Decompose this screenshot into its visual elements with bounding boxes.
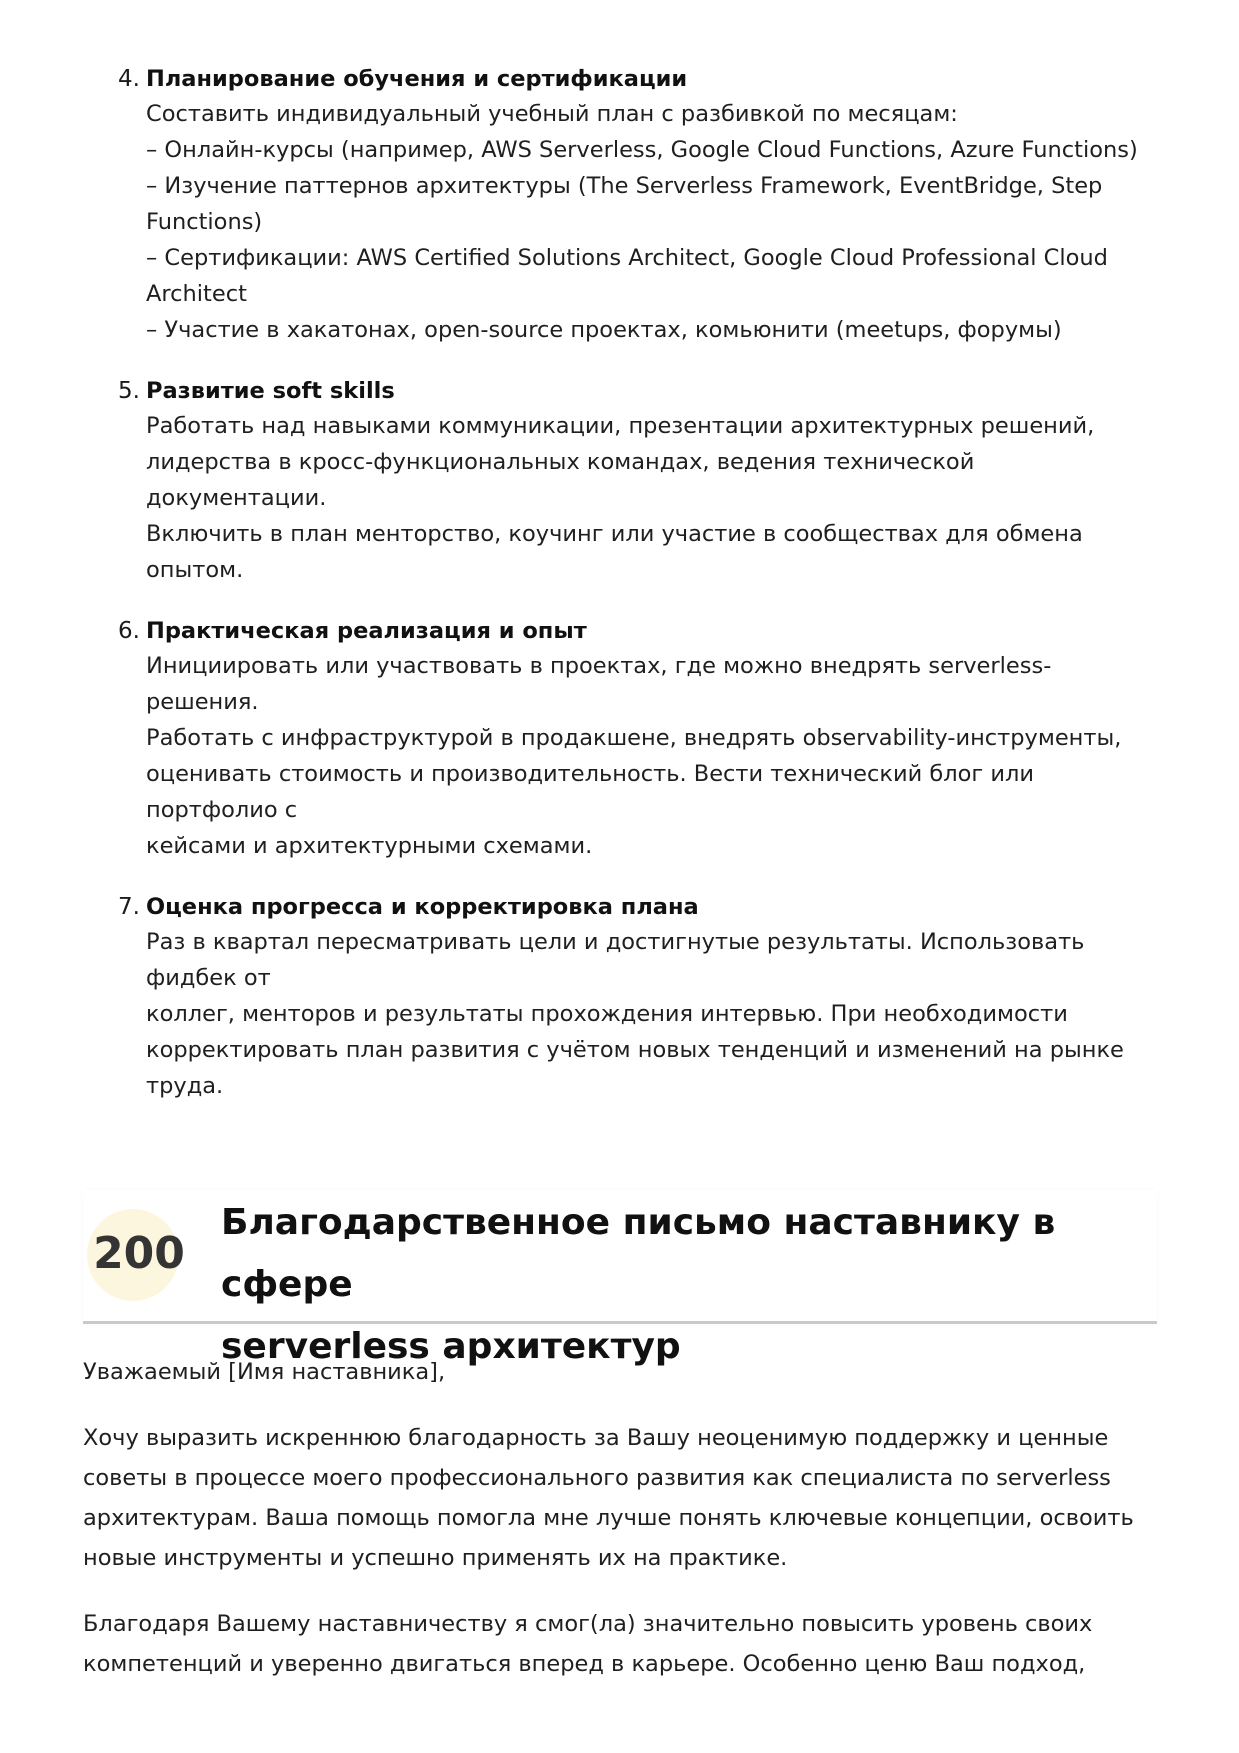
list-item-text: Работать над навыками коммуникации, презентации архитектурных решений, [146, 413, 1095, 439]
list-item-text: коллег, менторов и результаты прохождения интервью. При необходимости [146, 1001, 1068, 1027]
letter-line: Уважаемый [Имя наставника], [83, 1359, 446, 1385]
section-title [221, 1192, 1141, 1378]
letter-line: советы в процессе моего профессионального развития как специалиста по serverless [83, 1465, 1111, 1491]
list-item-text: – Сертификации: AWS Certified Solutions Architect, Google Cloud Professional Cloud [146, 245, 1108, 271]
letter-line: компетенций и уверенно двигаться вперед в карьере. Особенно ценю Ваш подход, [83, 1651, 1086, 1677]
list-item-text: оценивать стоимость и производительность. Вести технический блог или портфолио с [146, 761, 1035, 823]
list-item-number: 4. [118, 66, 140, 92]
list-item-text: кейсами и архитектурными схемами. [146, 833, 593, 859]
list-item-text: Работать с инфраструктурой в продакшене, внедрять observability-инструменты, [146, 725, 1122, 751]
list-item-text: Раз в квартал пересматривать цели и достигнутые результаты. Использовать фидбек от [146, 929, 1085, 991]
list-item-text: Functions) [146, 209, 263, 235]
letter-line: Благодаря Вашему наставничеству я смог(ла) значительно повысить уровень своих [83, 1611, 1093, 1637]
letter-line: архитектурам. Ваша помощь помогла мне лучше понять ключевые концепции, освоить [83, 1505, 1134, 1531]
list-item [110, 890, 1160, 1104]
list-item-text: – Участие в хакатонах, open-source проектах, комьюнити (meetups, форумы) [146, 317, 1062, 343]
list-item-text: лидерства в кросс-функциональных командах, ведения технической документации. [146, 449, 975, 511]
development-plan-list [110, 62, 1160, 1128]
list-item-text: Инициировать или участвовать в проектах, где можно внедрять serverless-решения. [146, 653, 1052, 715]
letter-paragraph [83, 1604, 1157, 1684]
list-item-text: – Онлайн-курсы (например, AWS Serverless, Google Cloud Functions, Azure Functions) [146, 137, 1138, 163]
list-item-number: 6. [118, 618, 140, 644]
list-item-text: – Изучение паттернов архитектуры (The Serverless Framework, EventBridge, Step [146, 173, 1103, 199]
list-item-title: Практическая реализация и опыт [146, 618, 587, 644]
list-item-number: 7. [118, 894, 140, 920]
list-item-text: Architect [146, 281, 247, 307]
letter-line: Хочу выразить искреннюю благодарность за Вашу неоценимую поддержку и ценные [83, 1425, 1109, 1451]
list-item-text: труда. [146, 1073, 224, 1099]
list-item-title: Развитие soft skills [146, 378, 395, 404]
list-item-text: Включить в план менторство, коучинг или участие в сообществах для обмена опытом. [146, 521, 1083, 583]
letter-body [83, 1352, 1157, 1708]
list-item-text: корректировать план развития с учётом новых тенденций и изменений на рынке [146, 1037, 1124, 1063]
list-item [110, 374, 1160, 588]
letter-paragraph [83, 1418, 1157, 1578]
section-title-line: serverless архитектур [221, 1326, 681, 1367]
section-header [83, 1190, 1157, 1367]
section-title-line: Благодарственное письмо наставнику в сфере [221, 1202, 1056, 1305]
section-number: 200 [93, 1228, 185, 1279]
letter-greeting [83, 1352, 1157, 1392]
section-number-badge [87, 1209, 185, 1301]
list-item [110, 62, 1160, 348]
list-item-text: Составить индивидуальный учебный план с разбивкой по месяцам: [146, 101, 958, 127]
list-item-title: Оценка прогресса и корректировка плана [146, 894, 699, 920]
letter-line: новые инструменты и успешно применять их на практике. [83, 1545, 788, 1571]
list-item-number: 5. [118, 378, 140, 404]
list-item-title: Планирование обучения и сертификации [146, 66, 688, 92]
list-item [110, 614, 1160, 864]
